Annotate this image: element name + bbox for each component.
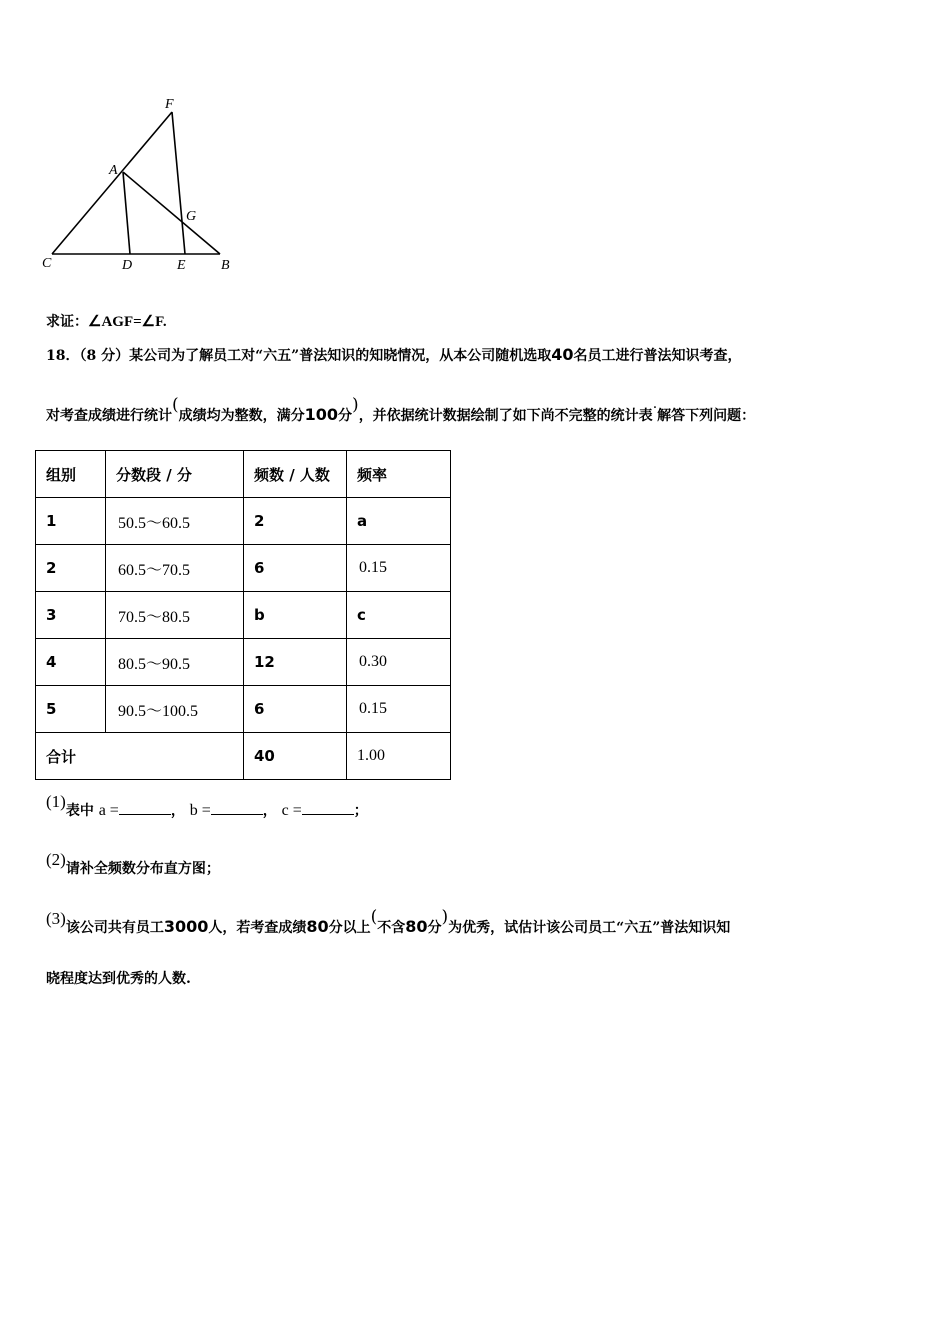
- sub-question-3-line2: [46, 968, 191, 988]
- sub1-a-label: a =: [98, 802, 119, 819]
- cell-rate: 0.15: [347, 686, 451, 733]
- sub3-num-3000: 3000: [163, 917, 209, 936]
- q18-num-40: 40: [551, 345, 574, 364]
- cell-count: 6: [244, 686, 347, 733]
- table-total-row: [36, 733, 451, 780]
- proof-prefix: 求证：: [46, 314, 88, 330]
- cell-range: 80.5～90.5: [106, 639, 244, 686]
- header-frequency: 频数 / 人数: [244, 451, 347, 498]
- cell-count: 6: [244, 545, 347, 592]
- cell-rate: 0.15: [347, 545, 451, 592]
- cell-total-rate: 1.00: [347, 733, 451, 780]
- header-rate: 频率: [347, 451, 451, 498]
- q18-dot: ·: [652, 400, 658, 416]
- label-C: C: [42, 256, 52, 271]
- cell-group: 4: [36, 639, 106, 686]
- sub3-number: (3): [46, 909, 66, 928]
- cell-group: 1: [36, 498, 106, 545]
- segment-AD: [123, 172, 130, 254]
- sub3-text-a: 该公司共有员工: [65, 920, 164, 936]
- cell-group: 5: [36, 686, 106, 733]
- cell-range: 70.5～80.5: [106, 592, 244, 639]
- table-row: [36, 639, 451, 686]
- segment-FE: [172, 112, 185, 254]
- cell-group: 2: [36, 545, 106, 592]
- cell-range: 50.5～60.5: [106, 498, 244, 545]
- sub3-text-f: 为优秀，试估计该公司员工“六五”普法知识知: [448, 920, 731, 936]
- table-row: [36, 592, 451, 639]
- label-D: D: [122, 258, 133, 273]
- label-E: E: [177, 258, 186, 273]
- q18-text-2b: 成绩均为整数，满分: [178, 408, 305, 424]
- label-G: G: [186, 209, 197, 224]
- sub1-label: 表中: [65, 803, 94, 819]
- cell-total-label: 合计: [36, 733, 244, 780]
- label-B: B: [221, 258, 230, 273]
- q18-text-1-end: 名员工进行普法知识考查，: [573, 348, 742, 364]
- answer-blank-b[interactable]: [211, 800, 263, 815]
- segment-CF: [52, 112, 172, 254]
- sub3-paren-open: (: [370, 907, 378, 927]
- q18-text-2e: 解答下列问题：: [657, 408, 756, 424]
- cell-total-count: 40: [244, 733, 347, 780]
- header-score-range: 分数段 / 分: [106, 451, 244, 498]
- sub2-text: 请补全频数分布直方图；: [65, 861, 220, 877]
- proof-statement: ∠AGF=∠F.: [88, 314, 167, 330]
- cell-rate: 0.30: [347, 639, 451, 686]
- sub1-b-label: b =: [189, 802, 211, 819]
- cell-count: b: [244, 592, 347, 639]
- sub1-c-label: c =: [281, 802, 302, 819]
- table-row: [36, 686, 451, 733]
- sub3-text-c: 分以上: [328, 920, 371, 936]
- segment-AB: [123, 172, 220, 254]
- sub1-semicolon: ；: [353, 803, 368, 819]
- q18-text-2c: 分: [338, 408, 353, 424]
- sub1-number: (1): [46, 792, 66, 811]
- q18-paren-open: (: [172, 395, 179, 415]
- sub1-comma-2: ，: [262, 803, 277, 819]
- cell-count: 2: [244, 498, 347, 545]
- question-18-line1: [46, 345, 741, 365]
- label-A: A: [109, 163, 118, 178]
- cell-group: 3: [36, 592, 106, 639]
- table-row: [36, 545, 451, 592]
- cell-count: 12: [244, 639, 347, 686]
- sub3-text-b: 人，若考查成绩: [208, 920, 307, 936]
- sub-question-3: [46, 907, 731, 937]
- sub3-num-80b: 80: [405, 917, 428, 936]
- statistics-table: [35, 450, 451, 780]
- sub1-comma-1: ，: [170, 803, 185, 819]
- cell-range: 60.5～70.5: [106, 545, 244, 592]
- question-18-line2: [46, 395, 756, 425]
- table-header-row: [36, 451, 451, 498]
- sub3-text-line2: 晓程度达到优秀的人数.: [46, 971, 191, 987]
- q18-text-1: 18．（8 分）某公司为了解员工对“六五”普法知识的知晓情况，从本公司随机选取: [46, 348, 552, 364]
- sub3-num-80: 80: [306, 917, 329, 936]
- cell-rate: a: [347, 498, 451, 545]
- cell-range: 90.5～100.5: [106, 686, 244, 733]
- answer-blank-a[interactable]: [119, 800, 171, 815]
- sub3-text-e: 分: [427, 920, 442, 936]
- sub-question-1: [46, 792, 368, 820]
- cell-rate: c: [347, 592, 451, 639]
- q18-text-2a: 对考查成绩进行统计: [46, 408, 172, 424]
- sub-question-2: [46, 850, 220, 878]
- proof-line: [46, 311, 167, 331]
- label-F: F: [165, 97, 174, 112]
- answer-blank-c[interactable]: [302, 800, 354, 815]
- sub3-text-d: 不含: [377, 920, 406, 936]
- sub2-number: (2): [46, 850, 66, 869]
- header-group: 组别: [36, 451, 106, 498]
- table-row: [36, 498, 451, 545]
- q18-text-2d: ，并依据统计数据绘制了如下尚不完整的统计表: [358, 408, 653, 424]
- triangle-figure: [38, 94, 248, 274]
- q18-num-100: 100: [304, 405, 339, 424]
- sub3-paren-close: ): [441, 907, 449, 927]
- q18-paren-close: ): [352, 395, 359, 415]
